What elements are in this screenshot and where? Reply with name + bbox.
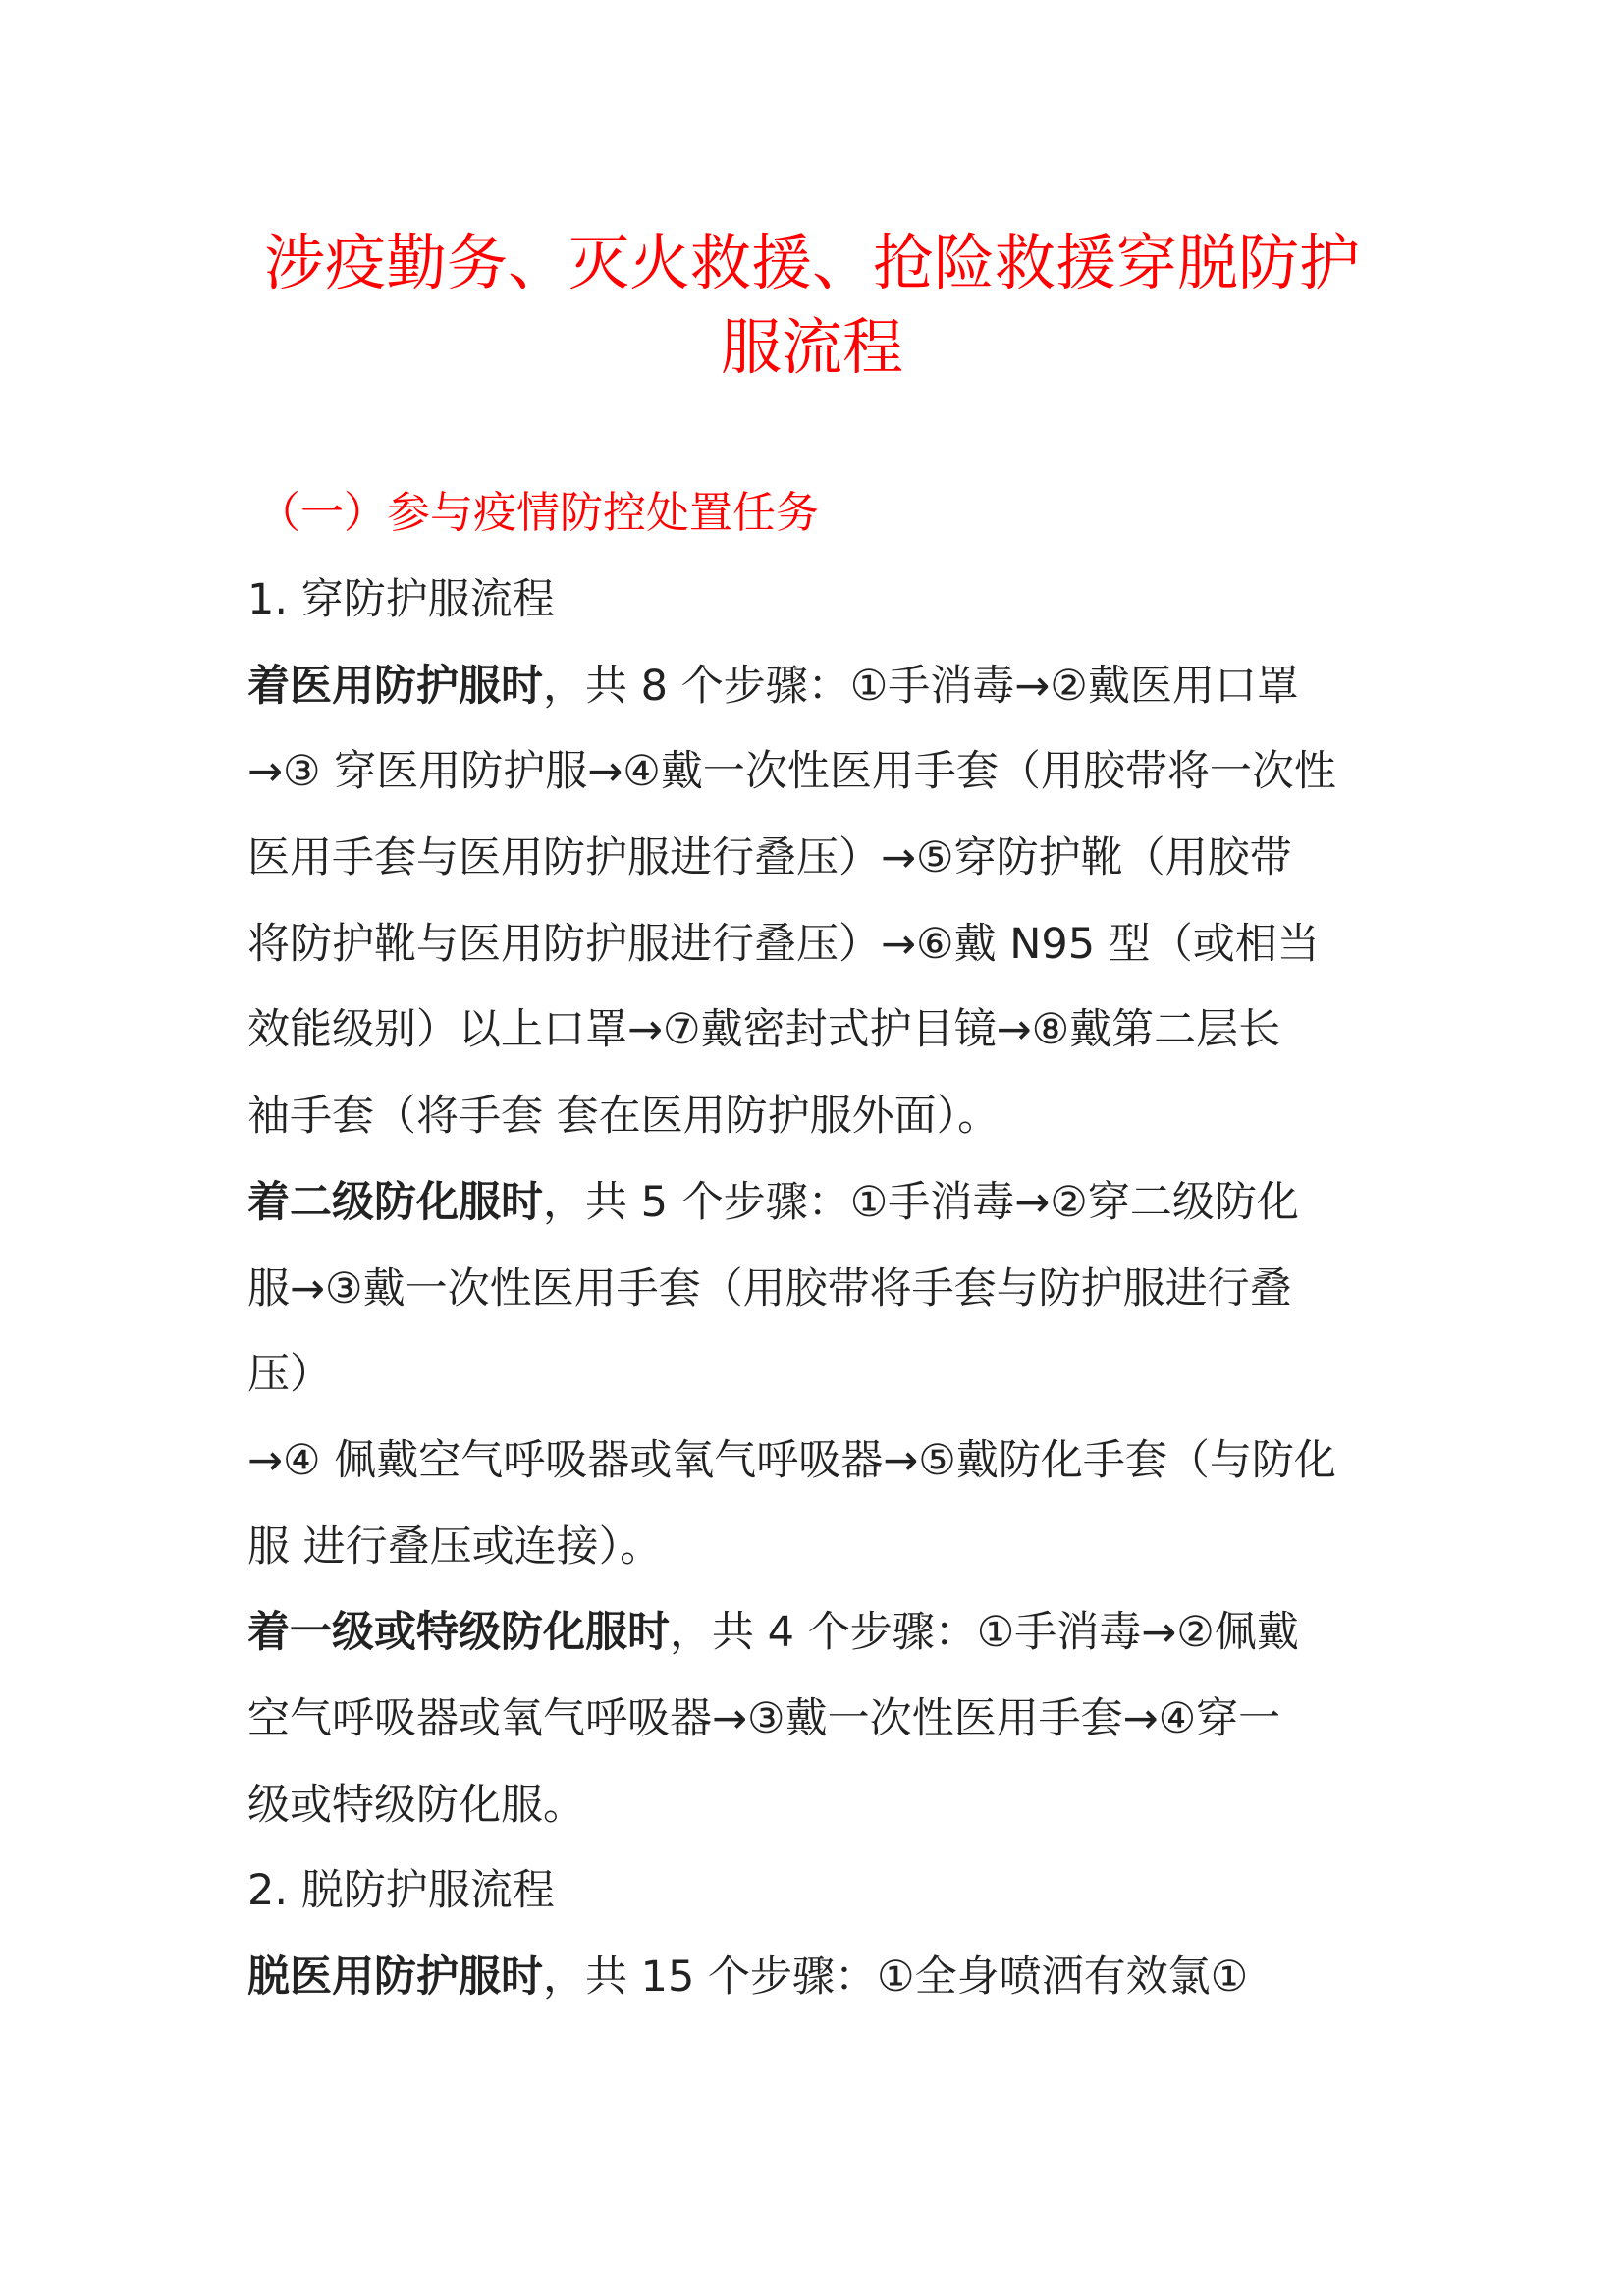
line-text: 医用手套与医用防护服进行叠压）→⑤穿防护靴（用胶带 xyxy=(247,833,1292,883)
line-text: 袖手套（将手套 套在医用防护服外面）。 xyxy=(247,1092,1001,1142)
text-line xyxy=(247,729,1426,816)
text-line xyxy=(247,1677,1426,1763)
line-text: 服 进行叠压或连接）。 xyxy=(247,1522,663,1572)
title-line-2: 服流程 xyxy=(720,311,903,383)
line-text: 效能级别）以上口罩→⑦戴密封式护目镜→⑧戴第二层长 xyxy=(247,1005,1281,1055)
line-text: 2. 脱防护服流程 xyxy=(247,1866,555,1916)
text-line xyxy=(247,988,1426,1074)
text-line xyxy=(247,1763,1426,1849)
section-heading: （一）参与疫情防控处置任务 xyxy=(257,488,819,538)
text-line xyxy=(247,1505,1426,1591)
bold-lead-text: 着一级或特级防化服时 xyxy=(247,1608,670,1658)
title-line-1: 涉疫勤务、灭火救援、抢险救援穿脱防护 xyxy=(263,227,1360,298)
line-text: →④ 佩戴空气呼吸器或氧气呼吸器→⑤戴防化手套（与防化 xyxy=(247,1435,1336,1485)
text-line xyxy=(247,1590,1426,1677)
text-line xyxy=(247,1074,1426,1160)
line-text: 空气呼吸器或氧气呼吸器→③戴一次性医用手套→④穿一 xyxy=(247,1693,1281,1743)
line-text: →③ 穿医用防护服→④戴一次性医用手套（用胶带将一次性 xyxy=(247,747,1336,797)
line-text: ，共 4 个步骤：①手消毒→②佩戴 xyxy=(670,1608,1299,1658)
line-text: 服→③戴一次性医用手套（用胶带将手套与防护服进行叠 xyxy=(247,1263,1292,1313)
text-line xyxy=(247,1247,1426,1333)
line-text: 将防护靴与医用防护服进行叠压）→⑥戴 N95 型（或相当 xyxy=(247,919,1320,969)
line-text: ，共 15 个步骤：①全身喷洒有效氯① xyxy=(543,1952,1249,2002)
bold-lead-text: 着医用防护服时 xyxy=(247,661,543,711)
document-body xyxy=(247,558,1426,2021)
line-text: ，共 5 个步骤：①手消毒→②穿二级防化 xyxy=(543,1177,1299,1227)
line-text: 压） xyxy=(247,1350,332,1400)
bold-lead-text: 脱医用防护服时 xyxy=(247,1952,543,2002)
text-line xyxy=(247,1332,1426,1418)
line-text: 1. 穿防护服流程 xyxy=(247,575,555,624)
text-line xyxy=(247,1935,1426,2021)
line-text: 级或特级防化服。 xyxy=(247,1780,585,1830)
text-line xyxy=(247,1848,1426,1935)
text-line xyxy=(247,1160,1426,1247)
text-line xyxy=(247,902,1426,988)
document-title xyxy=(196,221,1428,390)
text-line xyxy=(247,558,1426,644)
text-line xyxy=(247,644,1426,730)
text-line xyxy=(247,1418,1426,1505)
text-line xyxy=(247,816,1426,902)
bold-lead-text: 着二级防化服时 xyxy=(247,1177,543,1227)
line-text: ，共 8 个步骤：①手消毒→②戴医用口罩 xyxy=(543,661,1299,711)
